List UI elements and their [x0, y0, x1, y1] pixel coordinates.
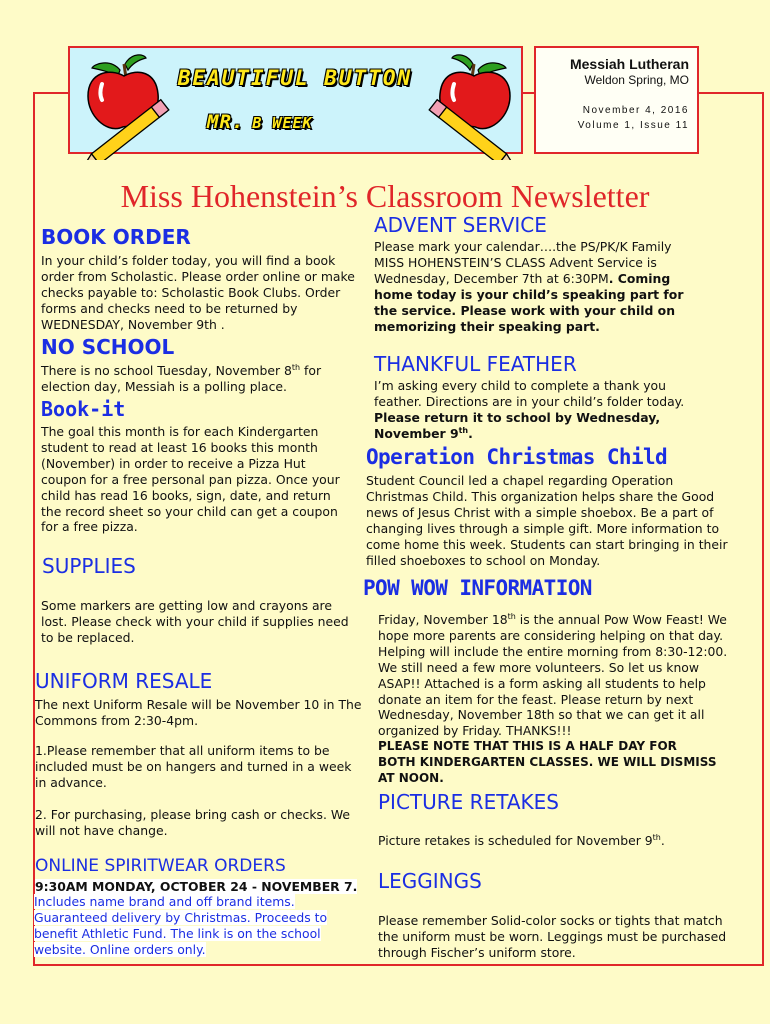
leggings-heading: LEGGINGS [378, 869, 482, 893]
spiritwear-text [34, 894, 334, 958]
ordinal-suffix: th [458, 425, 469, 435]
pow-wow-notice: PLEASE NOTE THAT THIS IS A HALF DAY FOR BOTH KINDERGARTEN CLASSES. WE WILL DISMISS AT NOON. [378, 739, 717, 785]
school-name: Messiah Lutheran [569, 56, 689, 72]
advent-text-part: Please mark your calendar….the PS/PK/K Family MISS HOHENSTEIN’S CLASS Advent Service is Wednesday, December 7th at 6:30PM [374, 239, 672, 286]
picture-retakes-heading: PICTURE RETAKES [378, 790, 559, 814]
spiritwear-dates-text: 9:30AM MONDAY, OCTOBER 24 - NOVEMBER 7. [35, 879, 358, 894]
uniform-resale-heading: UNIFORM RESALE [35, 669, 213, 693]
leggings-text: Please remember Solid-color socks or tights that match the uniform must be worn. Leggings must be purchased through Fischer’s uniform store. [378, 913, 727, 960]
advent-heading: ADVENT SERVICE [374, 213, 547, 237]
uniform-resale-item: 1.Please remember that all uniform items to be included must be on hangers and turned in a week in advance. [35, 743, 352, 790]
thankful-feather-text-bold: Please return it to school by Wednesday, November 9 [374, 409, 661, 441]
issue-volume: Volume 1, Issue 11 [577, 120, 689, 131]
ordinal-suffix: th [507, 611, 516, 621]
picture-retakes-text-part: Picture retakes is scheduled for November 9 [378, 833, 653, 848]
picture-retakes-text [378, 833, 718, 849]
uniform-resale-item: 2. For purchasing, please bring cash or checks. We will not have change. [35, 807, 350, 838]
issue-date: November 4, 2016 [582, 105, 689, 116]
school-location: Weldon Spring, MO [584, 73, 689, 87]
no-school-text-part: for election day, Messiah is a polling place. [41, 363, 322, 394]
advent-text [374, 239, 694, 334]
spiritwear-dates [35, 879, 375, 895]
banner-subtitle-main: MR. [207, 111, 245, 133]
ordinal-suffix: th [652, 832, 661, 842]
thankful-feather-text-bold: . [468, 425, 473, 441]
banner-subtitle-small: B WEEK [252, 114, 313, 132]
thankful-feather-text-part: I’m asking every child to complete a thank you feather. Directions are in your child’s folder today. [374, 378, 685, 409]
pow-wow-heading: POW WOW INFORMATION [363, 576, 592, 600]
uniform-resale-intro: The next Uniform Resale will be November 10 in The Commons from 2:30-4pm. [35, 697, 362, 728]
picture-retakes-text-part: . [660, 833, 665, 848]
no-school-text-part: There is no school Tuesday, November 8 [41, 363, 292, 378]
banner-title: BEAUTIFUL BUTTON [177, 66, 413, 90]
masthead-box [534, 46, 699, 154]
no-school-heading: NO SCHOOL [41, 335, 175, 359]
spiritwear-text-body: Includes name brand and off brand items. Guaranteed delivery by Christmas. Proceeds to benefit Athletic Fund. The link is on the school website. Online orders only. [34, 894, 328, 957]
newsletter-title: Miss Hohenstein’s Classroom Newsletter [120, 178, 650, 214]
supplies-heading: SUPPLIES [42, 554, 136, 578]
banner-subtitle [207, 111, 313, 133]
no-school-text [41, 363, 346, 395]
advent-text-bold: . Coming home today is your child’s speaking part for the service. Please work with your child on memorizing their speaking part. [374, 270, 684, 334]
supplies-text: Some markers are getting low and crayons are lost. Please check with your child if supplies need to be replaced. [41, 598, 349, 645]
ordinal-suffix: th [291, 362, 301, 372]
thankful-feather-heading: THANKFUL FEATHER [374, 352, 577, 376]
book-it-text: The goal this month is for each Kindergarten student to read at least 16 books this month (November) in order to receive a Pizza Hut coupon for a free personal pan pizza. Once your child has read 16 books, sign, date, and return the record sheet so your child can get a coupon for a free pizza. [41, 424, 340, 535]
book-order-heading: BOOK ORDER [41, 225, 191, 249]
pow-wow-text-part: is the annual Pow Wow Feast! We hope more parents are considering helping on that day. Helping will include the entire morning from 8:30-12:00. We still need a few more volunteers. So let us know ASAP!! Attached is a form asking all students to help donate an item for the feast. Please return by next Wednesday, November 18th so that we can get it all organized by Friday. THANKS!!! [378, 612, 728, 739]
thankful-feather-text [374, 378, 699, 442]
christmas-child-text: Student Council led a chapel regarding Operation Christmas Child. This organization helps share the Good news of Jesus Christ with a simple shoebox. Be a part of changing lives through a simple gift. More information to come home this week. Students can start bringing in their filled shoeboxes to school on Monday. [366, 473, 728, 568]
pow-wow-text-part: Friday, November 18 [378, 612, 508, 627]
book-order-text: In your child’s folder today, you will find a book order from Scholastic. Please order online or make checks payable to: Scholastic Book Clubs. Order forms and checks need to be returned by WEDNESDAY, November 9th . [41, 253, 355, 332]
book-it-heading: Book-it [41, 397, 126, 421]
pow-wow-text [378, 612, 736, 739]
spiritwear-heading: ONLINE SPIRITWEAR ORDERS [35, 856, 286, 876]
christmas-child-heading: Operation Christmas Child [366, 445, 668, 469]
